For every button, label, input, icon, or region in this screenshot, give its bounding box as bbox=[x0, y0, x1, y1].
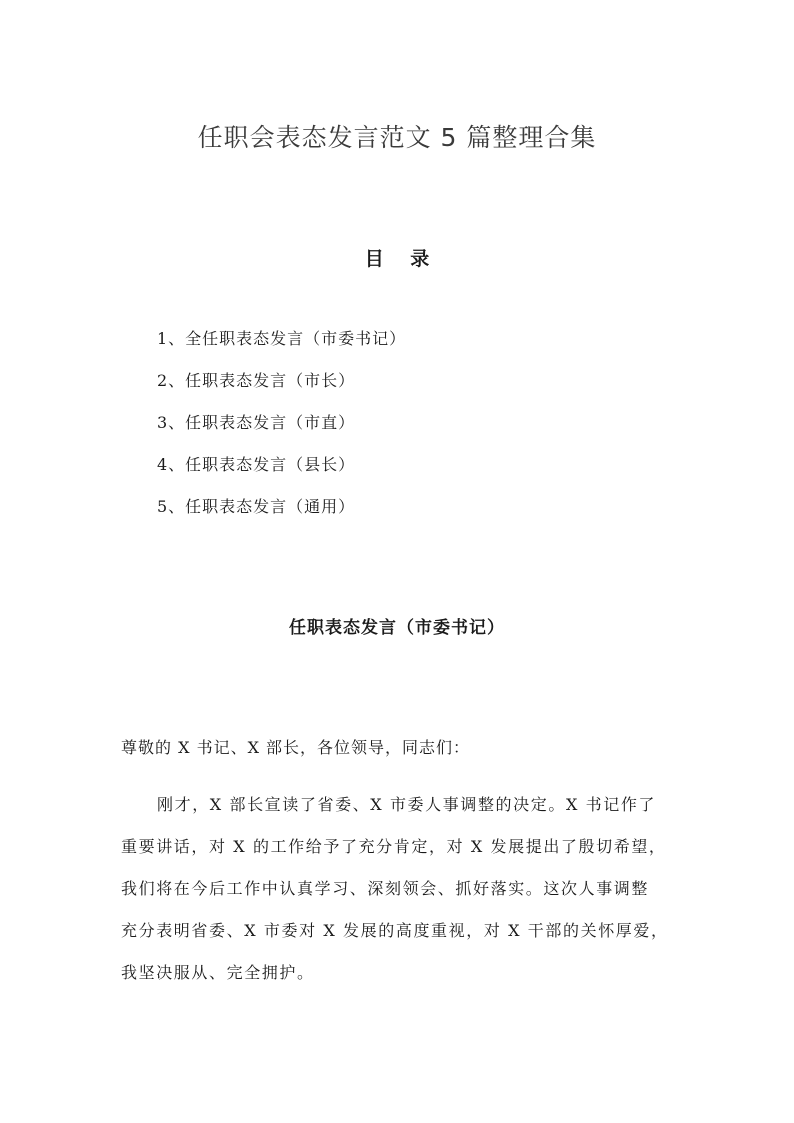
body-paragraph bbox=[121, 792, 681, 1002]
toc-item-2[interactable]: 2、任职表态发言（市长） bbox=[157, 371, 356, 390]
toc-item-1[interactable]: 1、全任职表态发言（市委书记） bbox=[157, 329, 407, 348]
body-line: 重要讲话，对 X 的工作给予了充分肯定，对 X 发展提出了殷切希望， bbox=[121, 837, 667, 856]
body-line: 我们将在今后工作中认真学习、深刻领会、抓好落实。这次人事调整 bbox=[121, 879, 650, 898]
table-of-contents bbox=[157, 326, 406, 536]
document-title: 任职会表态发言范文 5 篇整理合集 bbox=[197, 123, 597, 152]
toc-item-5[interactable]: 5、任职表态发言（通用） bbox=[157, 497, 356, 516]
body-line: 充分表明省委、X 市委对 X 发展的高度重视，对 X 干部的关怀厚爱， bbox=[121, 921, 669, 940]
toc-heading: 目 录 bbox=[364, 248, 440, 270]
salutation: 尊敬的 X 书记、X 部长，各位领导，同志们： bbox=[121, 738, 471, 757]
toc-item-3[interactable]: 3、任职表态发言（市直） bbox=[157, 413, 356, 432]
section-title: 任职表态发言（市委书记） bbox=[289, 618, 505, 638]
body-line: 我坚决服从、完全拥护。 bbox=[121, 963, 315, 982]
body-line: 刚才，X 部长宣读了省委、X 市委人事调整的决定。X 书记作了 bbox=[157, 795, 657, 814]
toc-item-4[interactable]: 4、任职表态发言（县长） bbox=[157, 455, 356, 474]
